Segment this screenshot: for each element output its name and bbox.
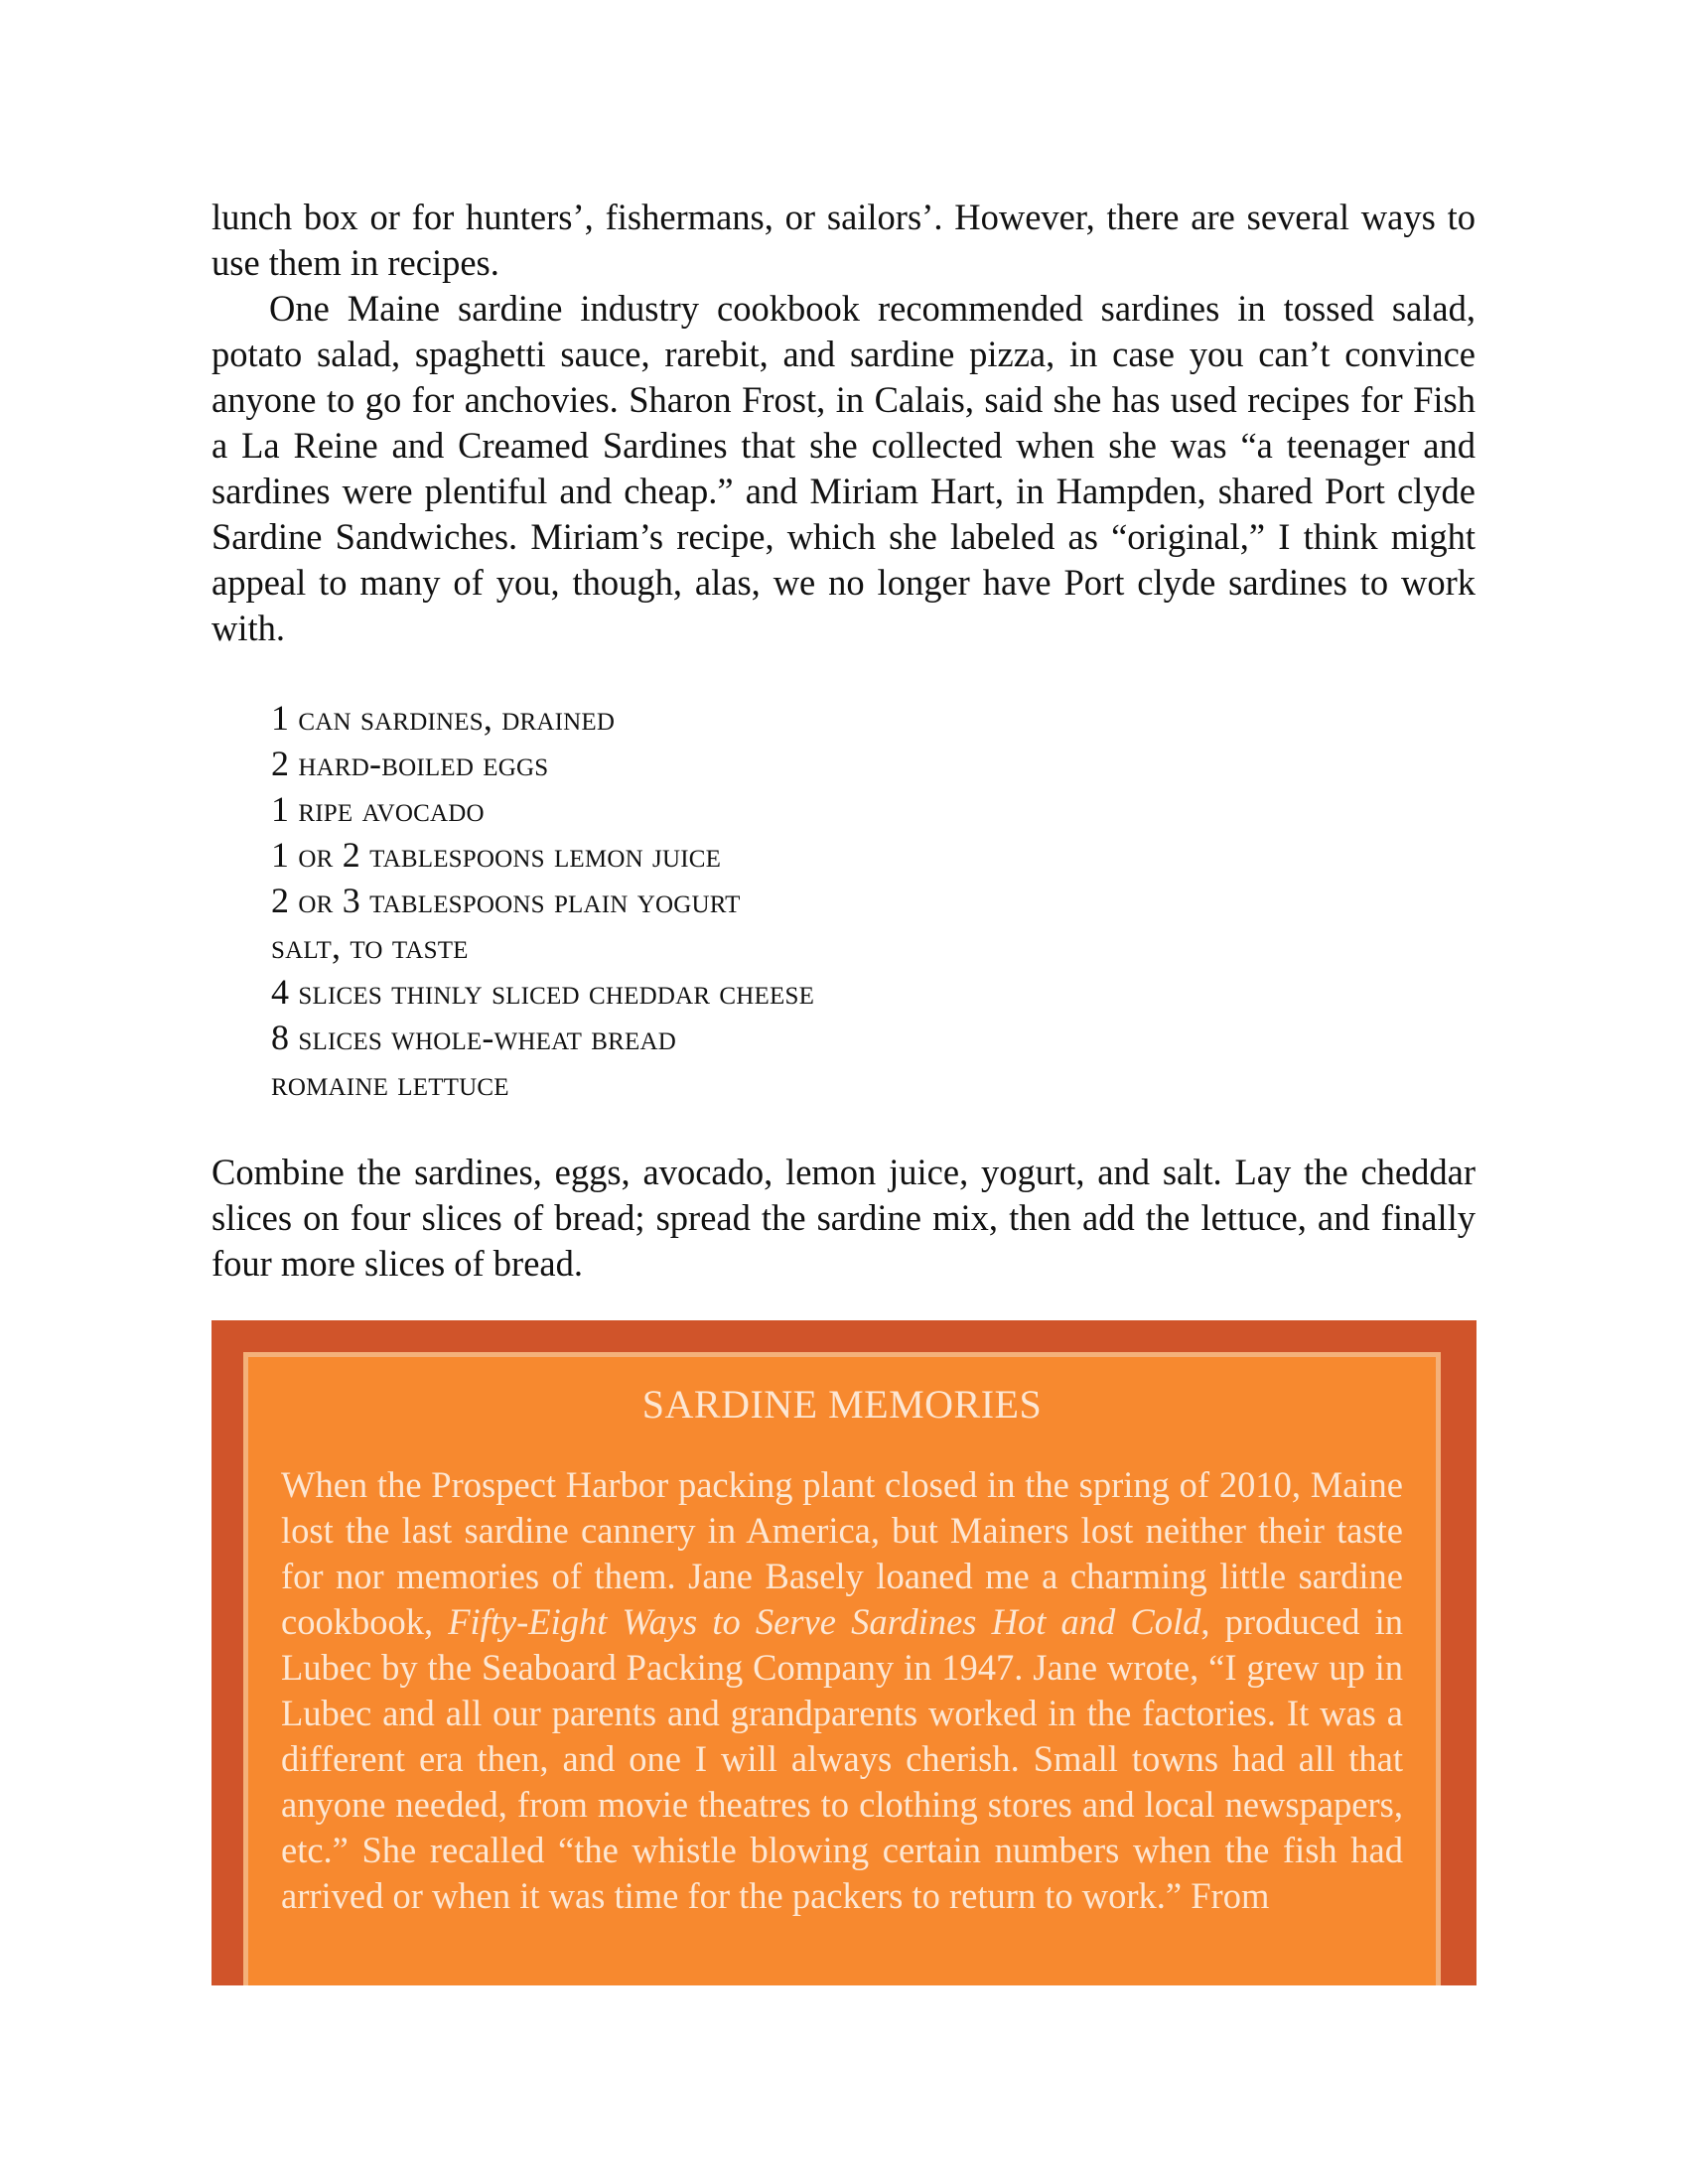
ingredient-item: 1 or 2 tablespoons lemon juice bbox=[271, 835, 722, 875]
paragraph-cookbook: One Maine sardine industry cookbook recommended sardines in tossed salad, potato salad, spaghetti sauce, rarebit, and sardine pizza, in case you can’t convince anyone to go for anchovies. Sharon Frost, in Calais, said she has used recipes for Fish a La Reine and Creamed Sardines that she collected when she was “a teenager and sardines were plentiful and cheap.” and Miriam Hart, in Hampden, shared Port clyde Sardine Sandwiches. Miriam’s recipe, which she labeled as “original,” I think might appeal to many of you, though, alas, we no longer have Port clyde sardines to work with. bbox=[211, 288, 1476, 648]
book-title: Fifty-Eight Ways to Serve Sardines Hot and Cold bbox=[448, 1601, 1201, 1642]
sidebar-text bbox=[281, 1462, 1403, 1919]
ingredient-item: 1 can sardines, drained bbox=[271, 698, 616, 738]
ingredient-item: salt, to taste bbox=[271, 926, 469, 966]
ingredient-item: romaine lettuce bbox=[271, 1063, 509, 1103]
ingredient-item: 8 slices whole-wheat bread bbox=[271, 1018, 676, 1057]
sidebar-inner-panel bbox=[243, 1352, 1441, 1985]
sidebar-text-part: When the Prospect Harbor packing plant closed in the spring of 2010, Maine lost the last sardine cannery in America, but Mainers lost neither their taste for nor memories of them. Jane Basely loaned me a charming little sardine cookbook, bbox=[281, 1464, 1403, 1642]
ingredient-list bbox=[271, 695, 1476, 1106]
sidebar-text-part: , produced in Lubec by the Seaboard Packing Company in 1947. Jane wrote, “I grew up in Lubec and all our parents and grandparents worked in the factories. It was a different era then, and one I will always cherish. Small towns had all that anyone needed, from movie theatres to clothing stores and local newspapers, etc.” She recalled “the whistle blowing certain numbers when the fish had arrived or when it was time for the packers to return to work.” From bbox=[281, 1601, 1403, 1916]
sidebar-box bbox=[211, 1320, 1477, 1985]
ingredient-item: 2 or 3 tablespoons plain yogurt bbox=[271, 881, 741, 920]
ingredient-item: 2 hard-boiled eggs bbox=[271, 744, 549, 783]
page-content bbox=[211, 195, 1476, 1287]
ingredient-item: 1 ripe avocado bbox=[271, 789, 485, 829]
recipe-instructions: Combine the sardines, eggs, avocado, lemon juice, yogurt, and salt. Lay the cheddar slices on four slices of bread; spread the sardine mix, then add the lettuce, and finally four more slices of bread. bbox=[211, 1152, 1476, 1284]
sidebar-title: SARDINE MEMORIES bbox=[641, 1382, 1043, 1427]
paragraph-intro: lunch box or for hunters’, fishermans, or sailors’. However, there are several ways to use them in recipes. bbox=[211, 197, 1476, 283]
ingredient-item: 4 slices thinly sliced cheddar cheese bbox=[271, 972, 815, 1012]
